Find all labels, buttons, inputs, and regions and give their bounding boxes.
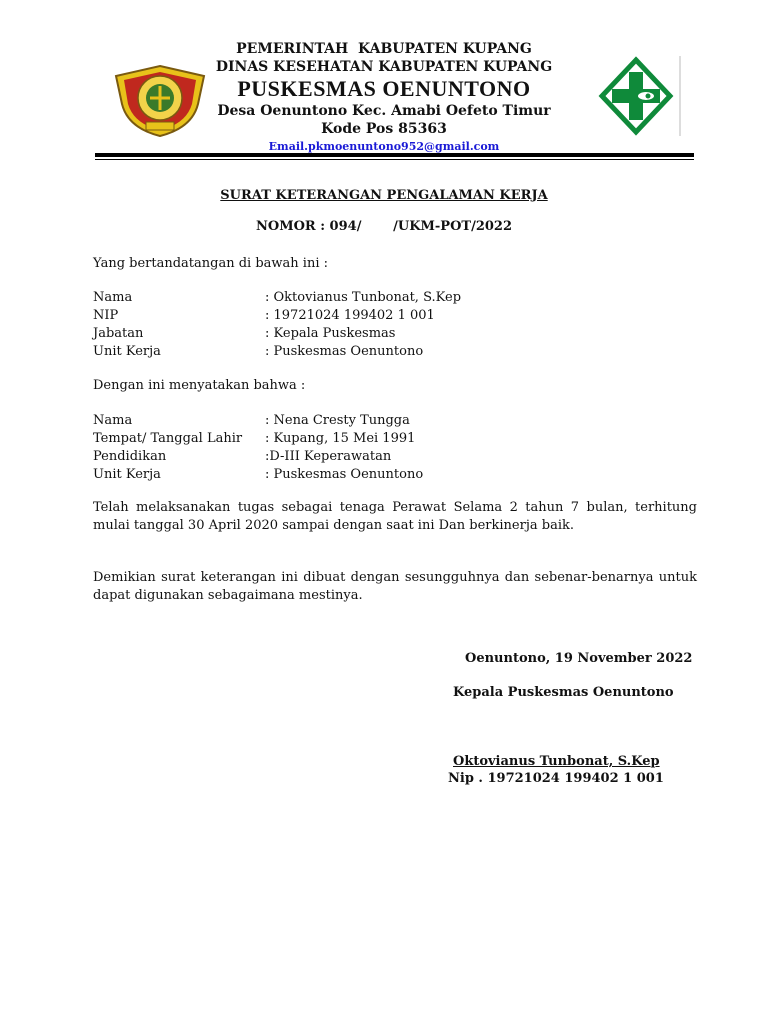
header-rule-thick [95, 153, 694, 157]
letterhead [0, 40, 768, 156]
field-label: Unit Kerja [93, 467, 161, 482]
signer-row [93, 325, 395, 343]
header-postal-code: Kode Pos 85363 [321, 121, 447, 137]
letter-title: SURAT KETERANGAN PENGALAMAN KERJA [220, 188, 548, 203]
field-value: : Nena Cresty Tungga [265, 413, 410, 428]
signature-position: Kepala Puskesmas Oenuntono [453, 685, 674, 700]
field-value: : Puskesmas Oenuntono [265, 467, 424, 482]
closing-paragraph: Demikian surat keterangan ini dibuat dengan sesungguhnya dan sebenar-benarnya untuk dapat digunakan sebagaimana mestinya. [93, 570, 697, 603]
header-institution: PUSKESMAS OENUNTONO [237, 76, 531, 101]
signature-name: Oktovianus Tunbonat, S.Kep [453, 754, 660, 769]
header-email: Email.pkmoenuntono952@gmail.com [268, 140, 500, 153]
subject-row [93, 448, 391, 466]
subject-row [93, 412, 410, 430]
field-label: Jabatan [93, 326, 144, 341]
field-label: Nama [93, 413, 133, 428]
signer-row [93, 289, 461, 307]
intro-text: Yang bertandatangan di bawah ini : [93, 256, 328, 271]
signer-row [93, 343, 423, 361]
header-government: PEMERINTAH KABUPATEN KUPANG [236, 41, 532, 57]
field-value: : Kupang, 15 Mei 1991 [265, 431, 416, 446]
signature-nip: Nip . 19721024 199402 1 001 [448, 771, 664, 786]
field-value: : Puskesmas Oenuntono [265, 344, 424, 359]
signer-row [93, 307, 435, 325]
field-label: Unit Kerja [93, 344, 161, 359]
header-address: Desa Oenuntono Kec. Amabi Oefeto Timur [217, 103, 551, 119]
field-value: : Oktovianus Tunbonat, S.Kep [265, 290, 462, 305]
field-value: : Kepala Puskesmas [265, 326, 396, 341]
field-label: Tempat/ Tanggal Lahir [93, 431, 243, 446]
field-value: : 19721024 199402 1 001 [265, 308, 435, 323]
subject-row [93, 430, 415, 448]
statement-text: Dengan ini menyatakan bahwa : [93, 378, 306, 393]
field-label: Pendidikan [93, 449, 167, 464]
header-department: DINAS KESEHATAN KABUPATEN KUPANG [215, 59, 553, 75]
header-rule-thin [95, 159, 694, 160]
subject-row [93, 466, 423, 484]
body-paragraph: Telah melaksanakan tugas sebagai tenaga Perawat Selama 2 tahun 7 bulan, terhitung mulai tanggal 30 April 2020 sampai dengan saat ini Dan berkinerja baik. [93, 500, 697, 533]
letter-number: NOMOR : 094/ /UKM-POT/2022 [255, 219, 512, 234]
field-value: :D-III Keperawatan [265, 449, 392, 464]
field-label: Nama [93, 290, 133, 305]
signature-place-date: Oenuntono, 19 November 2022 [465, 651, 693, 666]
field-label: NIP [93, 308, 119, 323]
